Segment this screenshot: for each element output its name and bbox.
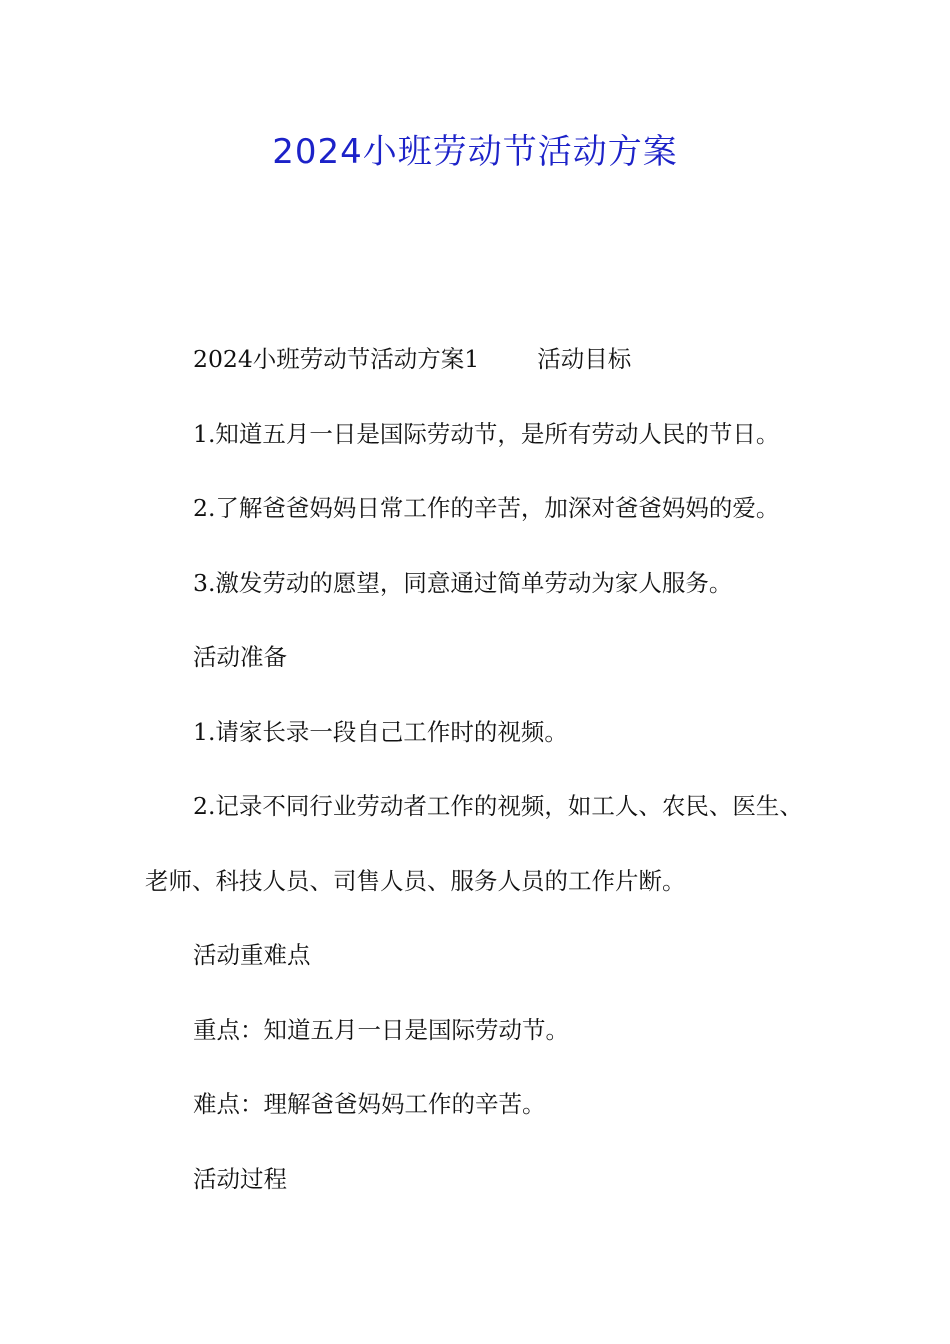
intro-heading: 2024小班劳动节活动方案1 [193,345,480,373]
difficult-point: 难点：理解爸爸妈妈工作的辛苦。 [193,1090,546,1118]
goal-item-1: 1.知道五月一日是国际劳动节，是所有劳动人民的节日。 [193,420,780,448]
section-process-heading: 活动过程 [193,1165,287,1193]
intro-line [193,343,631,375]
prep-item-2-continued: 老师、科技人员、司售人员、服务人员的工作片断。 [145,867,686,895]
section-keypoints-heading: 活动重难点 [193,941,311,969]
prep-item-1: 1.请家长录一段自己工作时的视频。 [193,718,568,746]
goal-item-2: 2.了解爸爸妈妈日常工作的辛苦，加深对爸爸妈妈的爱。 [193,494,780,522]
goal-item-3: 3.激发劳动的愿望，同意通过简单劳动为家人服务。 [193,569,733,597]
section-prep-heading: 活动准备 [193,643,287,671]
section-goals-heading: 活动目标 [537,345,632,373]
prep-item-2: 2.记录不同行业劳动者工作的视频，如工人、农民、医生、 [193,792,803,820]
document-title: 2024小班劳动节活动方案 [272,132,678,172]
key-point: 重点：知道五月一日是国际劳动节。 [193,1016,569,1044]
